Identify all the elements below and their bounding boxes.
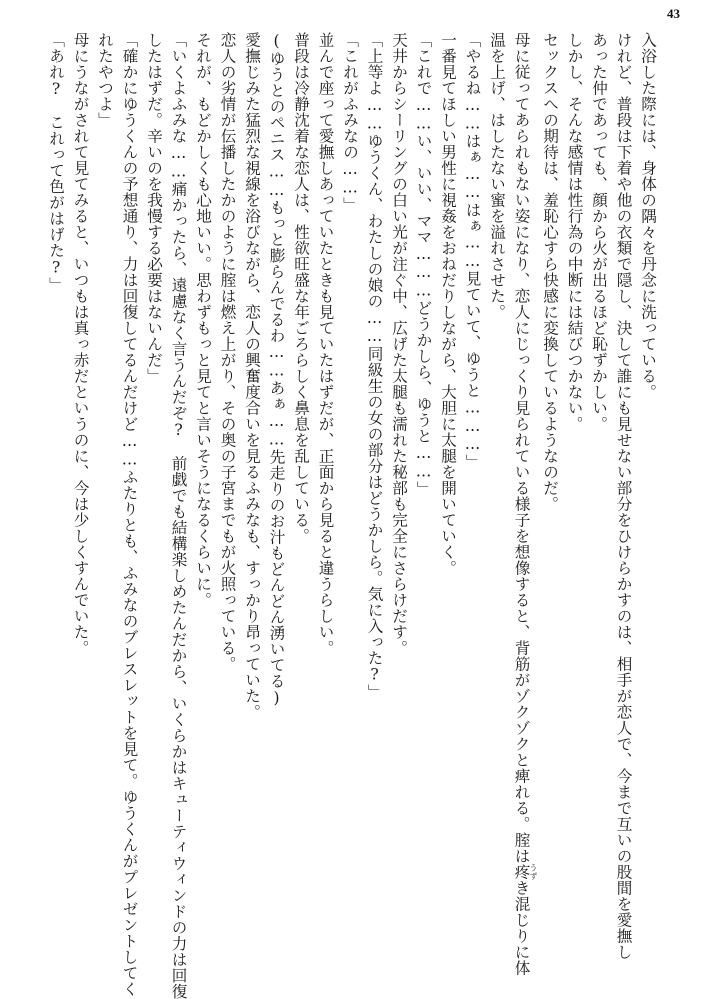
text-line: 愛撫じみた猛烈な視線を浴びながら、恋人の興奮度合いを見るふみなも、すっかり昂っていた。	[243, 32, 261, 720]
text-line: 「あれ? これって色がはげた?」	[47, 32, 65, 293]
text-line: 恋人の劣情が伝播したかのように腟は燃え上がり、その奥の子宮までもが火照っている。	[218, 32, 237, 672]
text-line: れたやつよ」	[96, 32, 114, 128]
text-line: セックスへの期待は、羞恥心すら快感に変換しているようなのだ。	[541, 32, 559, 512]
text-line: 「やるね……はぁ……はぁ……見ていて、ゆうと………」	[463, 32, 482, 470]
text-line: 一番見てほしい男性に視姦をおねだりしながら、大胆に太腿を開いていく。	[439, 32, 457, 576]
text-line: 「これで……い、いい、ママ………どうかしら、ゆうと……」	[414, 32, 433, 497]
text-line: あった仲であっても、顔から火が出るほど恥ずかしい。	[590, 32, 608, 432]
text-line: それが、もどかしくも心地いい。思わずもっと見てと言いそうになるくらいに。	[194, 32, 212, 608]
text-line: 天井からシーリングの白い光が注ぐ中、広げた太腿も濡れた秘部も完全にさらけだす。	[390, 32, 408, 656]
text-line: 普段は冷静沈着な恋人は、性欲旺盛な年ごろらしく鼻息を乱している。	[292, 32, 310, 544]
text-line: 「確かにゆうくんの予想通り、力は回復してるんだけど……ふたりとも、ふみなのブレスレットを見て。ゆうくんがプレゼントしてく	[120, 32, 139, 997]
text-line: 並んで座って愛撫しあっていたときも見ていたはずだが、正面から見ると違うらしい。	[316, 32, 335, 656]
ruby-annotation: 疼うず	[512, 863, 538, 881]
text-line: 「これがふみなの……」	[341, 32, 359, 213]
text-line: けれど、普段は下着や他の衣類で隠し、決して誰にも見せない部分をひけらかすのは、相手が恋人で、今まで互いの股間を愛撫し	[614, 32, 633, 960]
text-line: 母にうながされて見てみると、いつもは真っ赤だというのに、今は少しくすんでいた。	[71, 32, 90, 656]
page-number: 43	[667, 6, 680, 21]
text-line: 母に従ってあられもない姿になり、恋人にじっくり見られている様子を想像すると、背筋がゾクゾクと痺れる。腟は疼うずき混じりに体	[512, 32, 538, 976]
ruby-text: うず	[529, 863, 538, 881]
text-line: しかし、そんな感情は性行為の中断には結びつかない。	[565, 32, 584, 432]
text-line: 「上等よ……ゆうくん、わたしの娘の……同級生の女の部分はどうかしら。気に入った?」	[365, 32, 384, 700]
text-line: 入浴した際には、身体の隅々を丹念に洗っている。	[639, 32, 657, 400]
text-line: (ゆうとのペニス……もっと膨らんでるわ……あぁ……先走りのお汁もどんどん湧いてる)	[267, 32, 286, 708]
vertical-text-body	[40, 32, 660, 999]
text-line: したはずだ。辛いのを我慢する必要はないんだ」	[145, 32, 163, 384]
text-line: 「いくよふみな……痛かったら、遠慮なく言うんだぞ? 前戯でも結構楽しめたんだから、いくらかはキューティウィンドの力は回復	[169, 32, 188, 999]
text-line: 温を上げ、はしたない蜜を溢れさせた。	[488, 32, 506, 320]
